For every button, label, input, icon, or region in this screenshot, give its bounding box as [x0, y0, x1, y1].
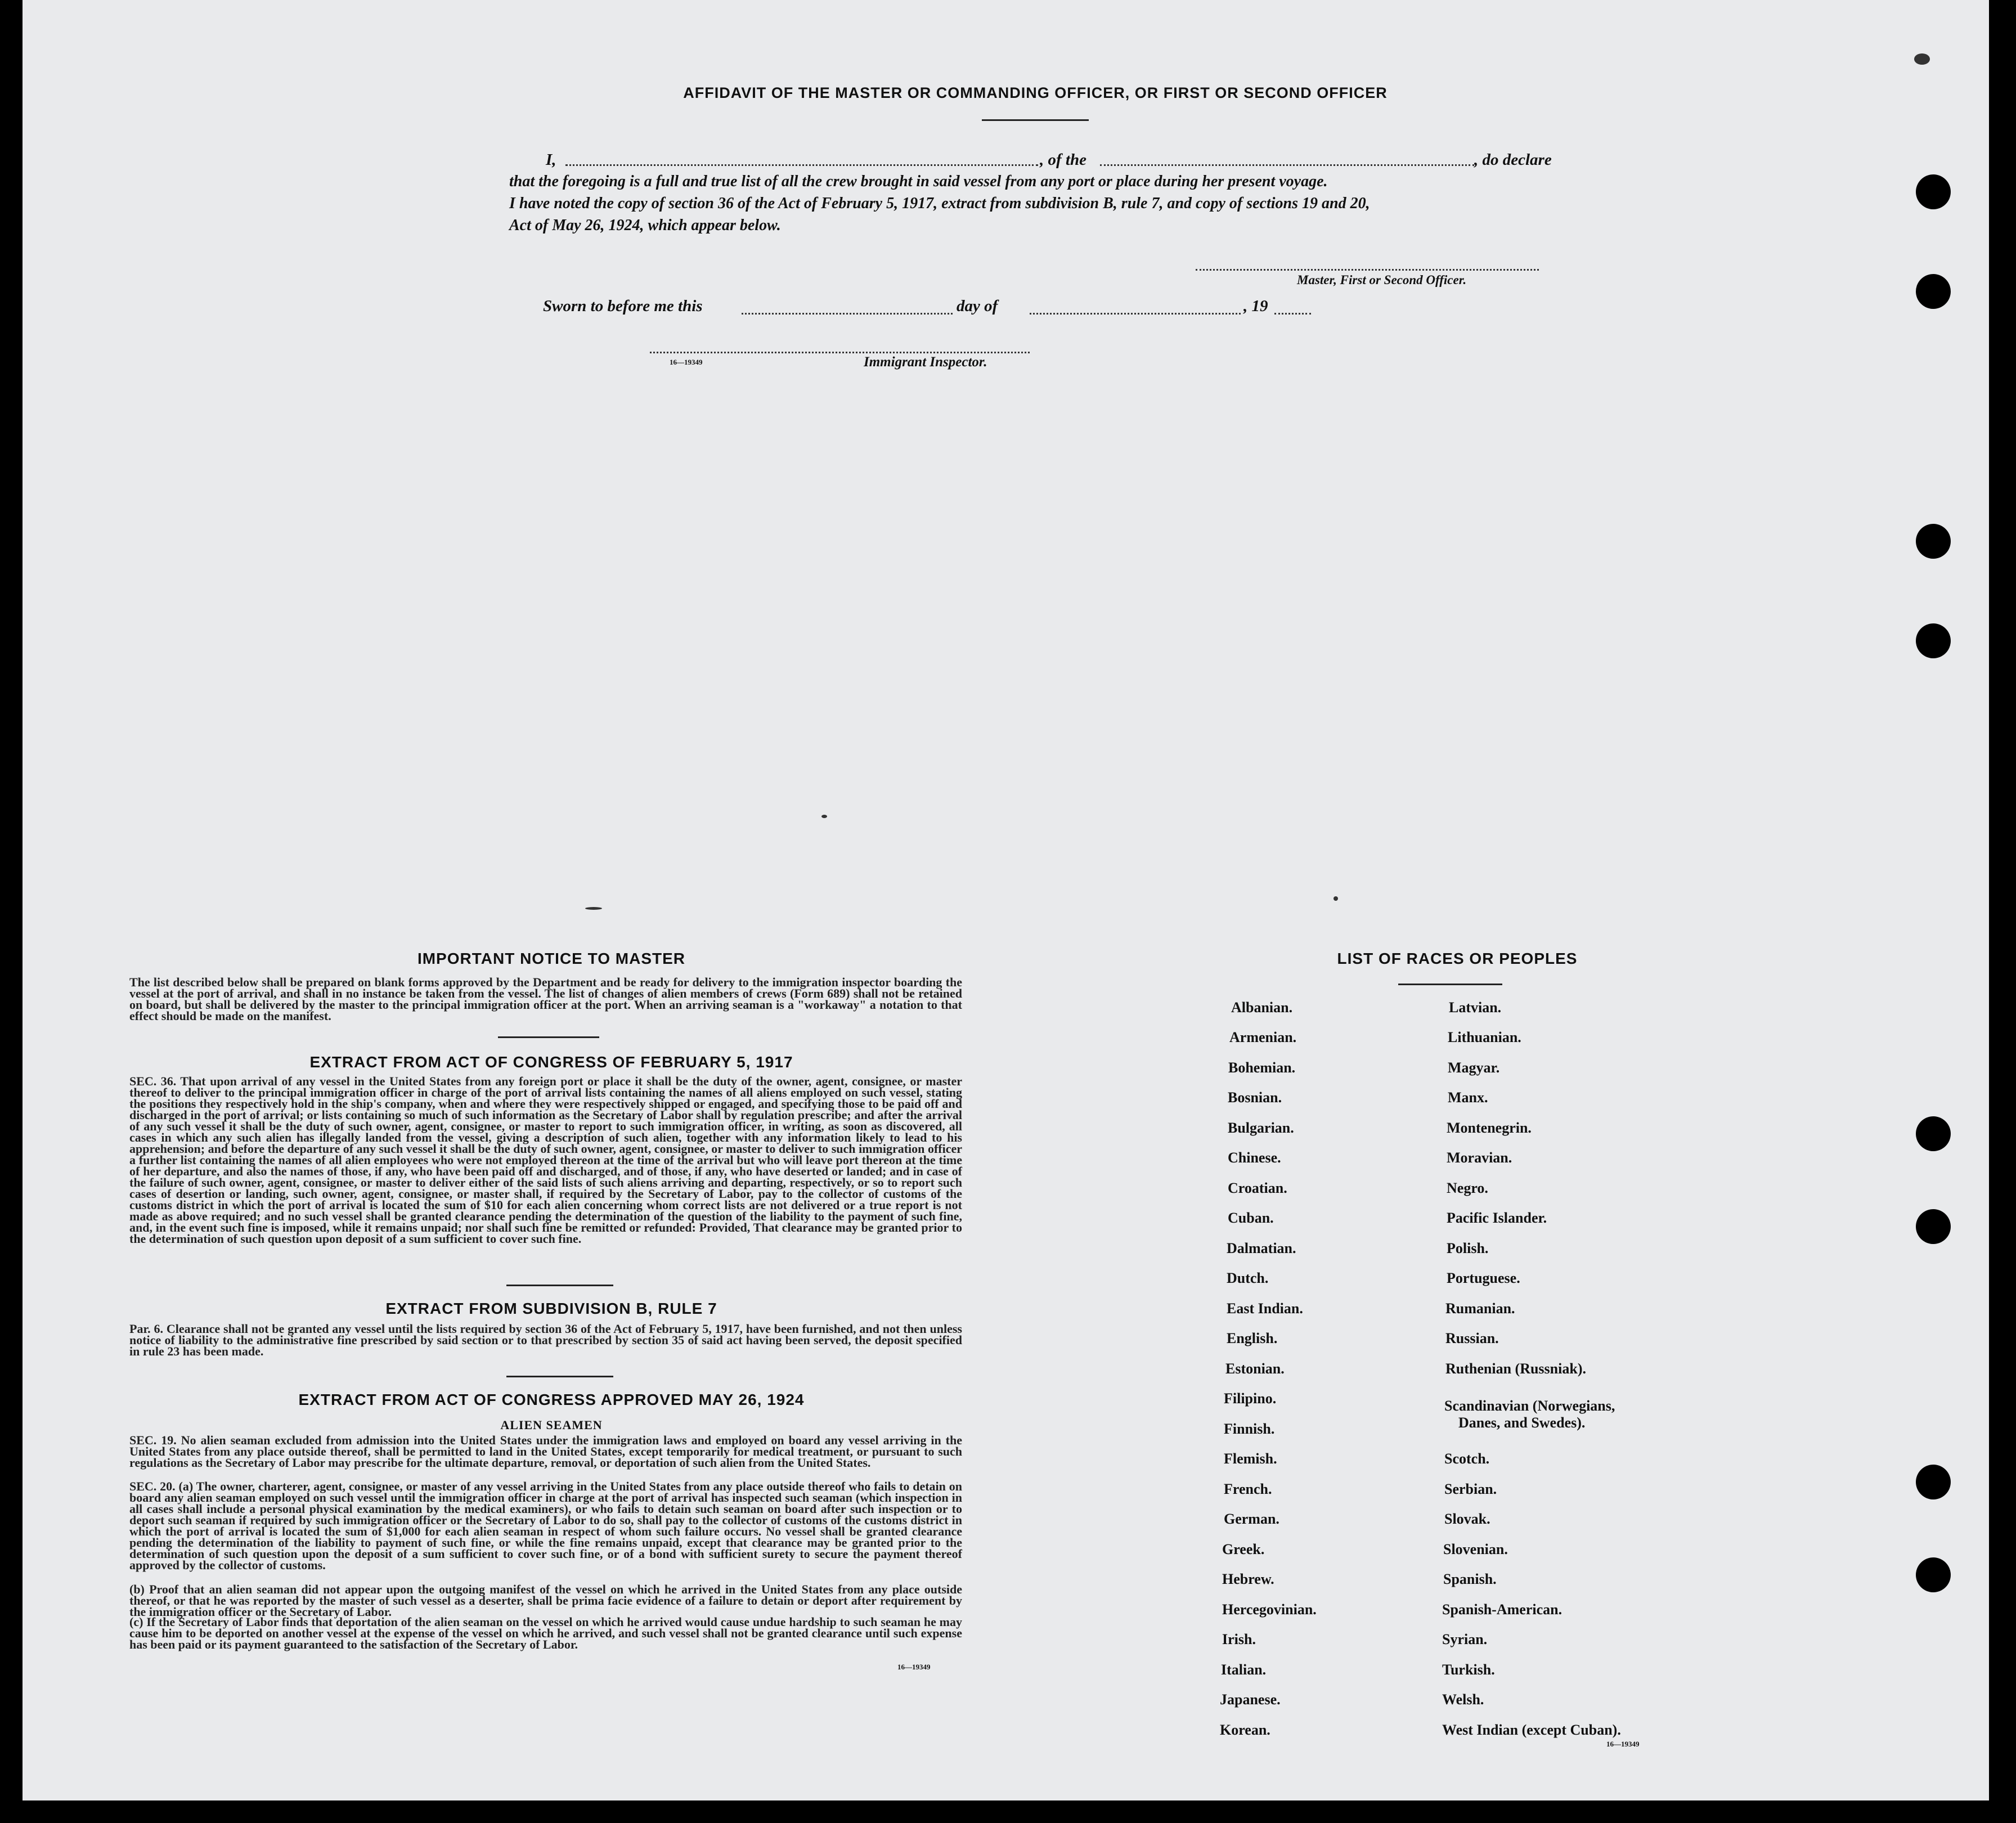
binder-hole — [1916, 524, 1951, 559]
binder-hole — [1916, 1209, 1951, 1244]
races-title: LIST OF RACES OR PEOPLES — [1337, 950, 1578, 967]
race-item: Pacific Islander. — [1447, 1210, 1547, 1226]
sec-20a-text: SEC. 20. (a) The owner, charterer, agent, consignee, or master of any vessel arriving in the United States from any place outside thereof who fails to detain on board any alien seaman employed on such vessel until the immigration officer in charge at the port of arrival has inspected such seaman (which inspection in all cases shall include a personal physical examination by the medical examiners), or who fails to detain such seaman on board after such inspection or to deport such seaman if required by such immigration officer or the Secretary of Labor to do so, shall pay to the collector of customs of the customs district in which the port of arrival is located the sum of $1,000 for each alien seaman in respect of whom such failure occurs. No vessel shall be granted clearance pending the determination of the liability to payment of such fine, or while the fine remains unpaid, except that clearance may be granted prior to the determination of such question upon the deposit of a sum sufficient to cover such fine, or of a bond with sufficient surety to secure the payment thereof approved by the collector of customs. — [129, 1479, 962, 1572]
race-item: Manx. — [1448, 1089, 1488, 1106]
form-number: 16—19349 — [1606, 1740, 1640, 1748]
binder-hole — [1916, 274, 1951, 309]
race-item: Latvian. — [1449, 999, 1502, 1016]
race-item: Croatian. — [1228, 1180, 1287, 1196]
race-item: Estonian. — [1225, 1360, 1285, 1377]
race-item: Moravian. — [1447, 1150, 1512, 1166]
race-item: Albanian. — [1231, 999, 1293, 1016]
race-item: Filipino. — [1224, 1390, 1277, 1407]
race-item: Dutch. — [1227, 1270, 1269, 1286]
race-item: Chinese. — [1228, 1150, 1281, 1166]
race-item: English. — [1227, 1330, 1278, 1346]
race-item: Rumanian. — [1445, 1300, 1515, 1317]
sec-20c-text: (c) If the Secretary of Labor finds that deportation of the alien seaman on the vessel on which he arrived would cause undue hardship to such seaman he may cause him to be deported on another vessel at the expense of the vessel on which he arrived, and such vessel shall not be granted clearance until such expense has been paid or its payment guaranteed to the satisfaction of the Secretary of Labor. — [129, 1615, 962, 1651]
notice-title: IMPORTANT NOTICE TO MASTER — [417, 950, 686, 967]
race-item: Slovak. — [1444, 1511, 1490, 1527]
race-item: Finnish. — [1224, 1421, 1275, 1437]
affidavit-i: I, — [546, 151, 556, 169]
divider — [506, 1376, 613, 1377]
race-item: East Indian. — [1227, 1300, 1303, 1317]
race-item: Danes, and Swedes). — [1458, 1415, 1586, 1431]
binder-hole — [1916, 1557, 1951, 1592]
race-item: Scotch. — [1444, 1451, 1490, 1467]
scan-speck — [821, 815, 827, 818]
day-of-label: day of — [957, 297, 998, 315]
race-item: Syrian. — [1442, 1631, 1488, 1647]
race-item: Negro. — [1447, 1180, 1488, 1196]
race-item: Spanish-American. — [1442, 1601, 1562, 1618]
alien-seamen-subtitle: ALIEN SEAMEN — [500, 1418, 603, 1432]
race-item: Italian. — [1221, 1662, 1267, 1678]
signature-blank[interactable] — [1196, 269, 1539, 271]
name-blank[interactable] — [565, 164, 1038, 166]
extract-1924-title: EXTRACT FROM ACT OF CONGRESS APPROVED MAY 26, 1924 — [298, 1391, 805, 1408]
race-item: Slovenian. — [1443, 1541, 1508, 1557]
divider — [498, 1036, 599, 1038]
binder-hole — [1916, 1465, 1951, 1499]
subdivision-b-text: Par. 6. Clearance shall not be granted any vessel until the lists required by section 36 of the Act of February 5, 1917, have been furnished, and not then unless notice of liability to the administrative fine prescribed by said section or to that prescribed by section 35 of said act having been served, the deposit specified in rule 23 has been made. — [129, 1322, 962, 1358]
race-item: Polish. — [1447, 1240, 1489, 1256]
divider — [1398, 984, 1502, 985]
race-item: Hercegovinian. — [1222, 1601, 1317, 1618]
race-item: German. — [1224, 1511, 1279, 1527]
affidavit-declare: , do declare — [1474, 151, 1552, 169]
race-item: Scandinavian (Norwegians, — [1444, 1398, 1615, 1414]
race-item: Flemish. — [1224, 1451, 1277, 1467]
extract-1917-title: EXTRACT FROM ACT OF CONGRESS OF FEBRUARY 5, 1917 — [309, 1053, 793, 1071]
affidavit-of-the: , of the — [1040, 151, 1086, 169]
inspector-label: Immigrant Inspector. — [864, 354, 987, 370]
race-item: Bosnian. — [1228, 1089, 1282, 1106]
divider — [982, 119, 1089, 121]
race-item: Magyar. — [1448, 1059, 1500, 1076]
race-item: Spanish. — [1443, 1571, 1497, 1587]
sec-20b-text: (b) Proof that an alien seaman did not appear upon the outgoing manifest of the vessel on which he arrived in the United States from any place outside thereof, or that he was reported by the master of such vessel as a deserter, shall be prima facie evidence of a failure to detain or deport after requirement by the immigration officer or the Secretary of Labor. — [129, 1582, 962, 1619]
affidavit-line4: Act of May 26, 1924, which appear below. — [509, 217, 781, 234]
scan-speck — [1333, 896, 1338, 901]
race-item: Welsh. — [1442, 1691, 1484, 1708]
year-label: , 19 — [1243, 297, 1268, 315]
race-item: Russian. — [1445, 1330, 1499, 1346]
scan-speck — [585, 907, 602, 910]
sworn-day-blank[interactable] — [742, 313, 953, 315]
race-item: Lithuanian. — [1448, 1029, 1521, 1045]
notice-text: The list described below shall be prepared on blank forms approved by the Department and be ready for delivery to the immigration inspector boarding the vessel at the port of arrival, and shall in no instance be taken from the vessel. The list of changes of alien members of crews (Form 689) shall not be retained on board, but shall be delivered by the master to the principal immigration officer at the port. When an arriving seaman is a "workaway" a notation to that effect should be made on the manifest. — [129, 975, 962, 1023]
vessel-blank[interactable] — [1100, 164, 1474, 166]
sworn-label: Sworn to before me this — [543, 297, 703, 315]
race-item: West Indian (except Cuban). — [1442, 1722, 1621, 1738]
race-item: Hebrew. — [1222, 1571, 1274, 1587]
sec-19-text: SEC. 19. No alien seaman excluded from admission into the United States under the immigration laws and employed on board any vessel arriving in the United States from any place outside thereof, shall be permitted to land in the United States, except temporarily for medical treatment, or pursuant to such regulations as the Secretary of Labor may prescribe for the ultimate departure, removal, or deportation of such alien from the United States. — [129, 1433, 962, 1470]
affidavit-line2: that the foregoing is a full and true list of all the crew brought in said vessel from any port or place during her present voyage. — [509, 173, 1328, 190]
binder-hole — [1916, 174, 1951, 209]
race-item: Montenegrin. — [1447, 1120, 1532, 1136]
race-item: Irish. — [1222, 1631, 1256, 1647]
race-item: Japanese. — [1220, 1691, 1281, 1708]
year-blank[interactable] — [1274, 313, 1311, 315]
race-item: Serbian. — [1444, 1481, 1497, 1497]
race-item: Dalmatian. — [1227, 1240, 1296, 1256]
race-item: Portuguese. — [1447, 1270, 1520, 1286]
month-blank[interactable] — [1030, 313, 1241, 315]
form-number: 16—19349 — [897, 1663, 931, 1671]
extract-1917-text: SEC. 36. That upon arrival of any vessel in the United States from any foreign port or place it shall be the duty of the owner, agent, consignee, or master thereof to deliver to the principal immigration officer in charge of the port of arrival lists containing the names of all aliens employed on such vessel, stating the positions they respectively hold in the ship's company, when and where they were respectively shipped or engaged, and specifying those to be paid off and discharged in the port of arrival; or lists containing so much of such information as the Secretary of Labor shall by regulation prescribe; and after the arrival of any such vessel it shall be the duty of such owner, agent, consignee, or master to report to such immigration officer, in writing, as soon as discovered, all cases in which any such alien has illegally landed from the vessel, giving a description of such alien, together with any information likely to lead to his apprehension; and before the departure of any such vessel it shall be the duty of such owner, agent, consignee, or master to deliver to such immigration officer a further list containing the names of all alien employees who were not employed thereon at the time of the arrival but who will leave port thereon at the time of her departure, and also the names of those, if any, who have been paid off and discharged, and of those, if any, who have deserted or landed; and in case of the failure of such owner, agent, consignee, or master to deliver either of the said lists of such aliens arriving and departing, respectively, or so to report such cases of desertion or landing, such owner, agent, consignee, or master shall, if required by the Secretary of Labor, pay to the collector of customs of the customs district in which the port of arrival is located the sum of $10 for each alien concerning whom correct lists are not delivered or a true report is not made as above required; and no such vessel shall be granted clearance pending the determination of the question of the liability to the payment of such fine, and, in the event such fine is imposed, while it remains unpaid; nor shall such fine be remitted or refunded: Provided, That clearance may be granted prior to the determination of such question upon deposit of a sum sufficient to cover such fine. — [129, 1074, 962, 1246]
form-number: 16—19349 — [670, 358, 703, 366]
binder-hole — [1916, 1116, 1951, 1151]
race-item: Bulgarian. — [1228, 1120, 1294, 1136]
race-item: Korean. — [1220, 1722, 1270, 1738]
divider — [506, 1285, 613, 1286]
inspector-blank[interactable] — [650, 352, 1030, 353]
scan-speck — [1914, 53, 1930, 65]
race-item: Bohemian. — [1228, 1059, 1296, 1076]
affidavit-title: AFFIDAVIT OF THE MASTER OR COMMANDING OFFICER, OR FIRST OR SECOND OFFICER — [683, 84, 1388, 101]
race-item: Ruthenian (Russniak). — [1445, 1360, 1586, 1377]
affidavit-line3: I have noted the copy of section 36 of the Act of February 5, 1917, extract from subdivision B, rule 7, and copy of sections 19 and 20, — [509, 195, 1370, 212]
race-item: Cuban. — [1228, 1210, 1274, 1226]
signature-label: Master, First or Second Officer. — [1297, 273, 1467, 287]
race-item: Turkish. — [1442, 1662, 1495, 1678]
binder-hole — [1916, 623, 1951, 658]
race-item: Armenian. — [1229, 1029, 1297, 1045]
race-item: Greek. — [1222, 1541, 1265, 1557]
race-item: French. — [1224, 1481, 1272, 1497]
subdivision-b-title: EXTRACT FROM SUBDIVISION B, RULE 7 — [385, 1300, 717, 1317]
